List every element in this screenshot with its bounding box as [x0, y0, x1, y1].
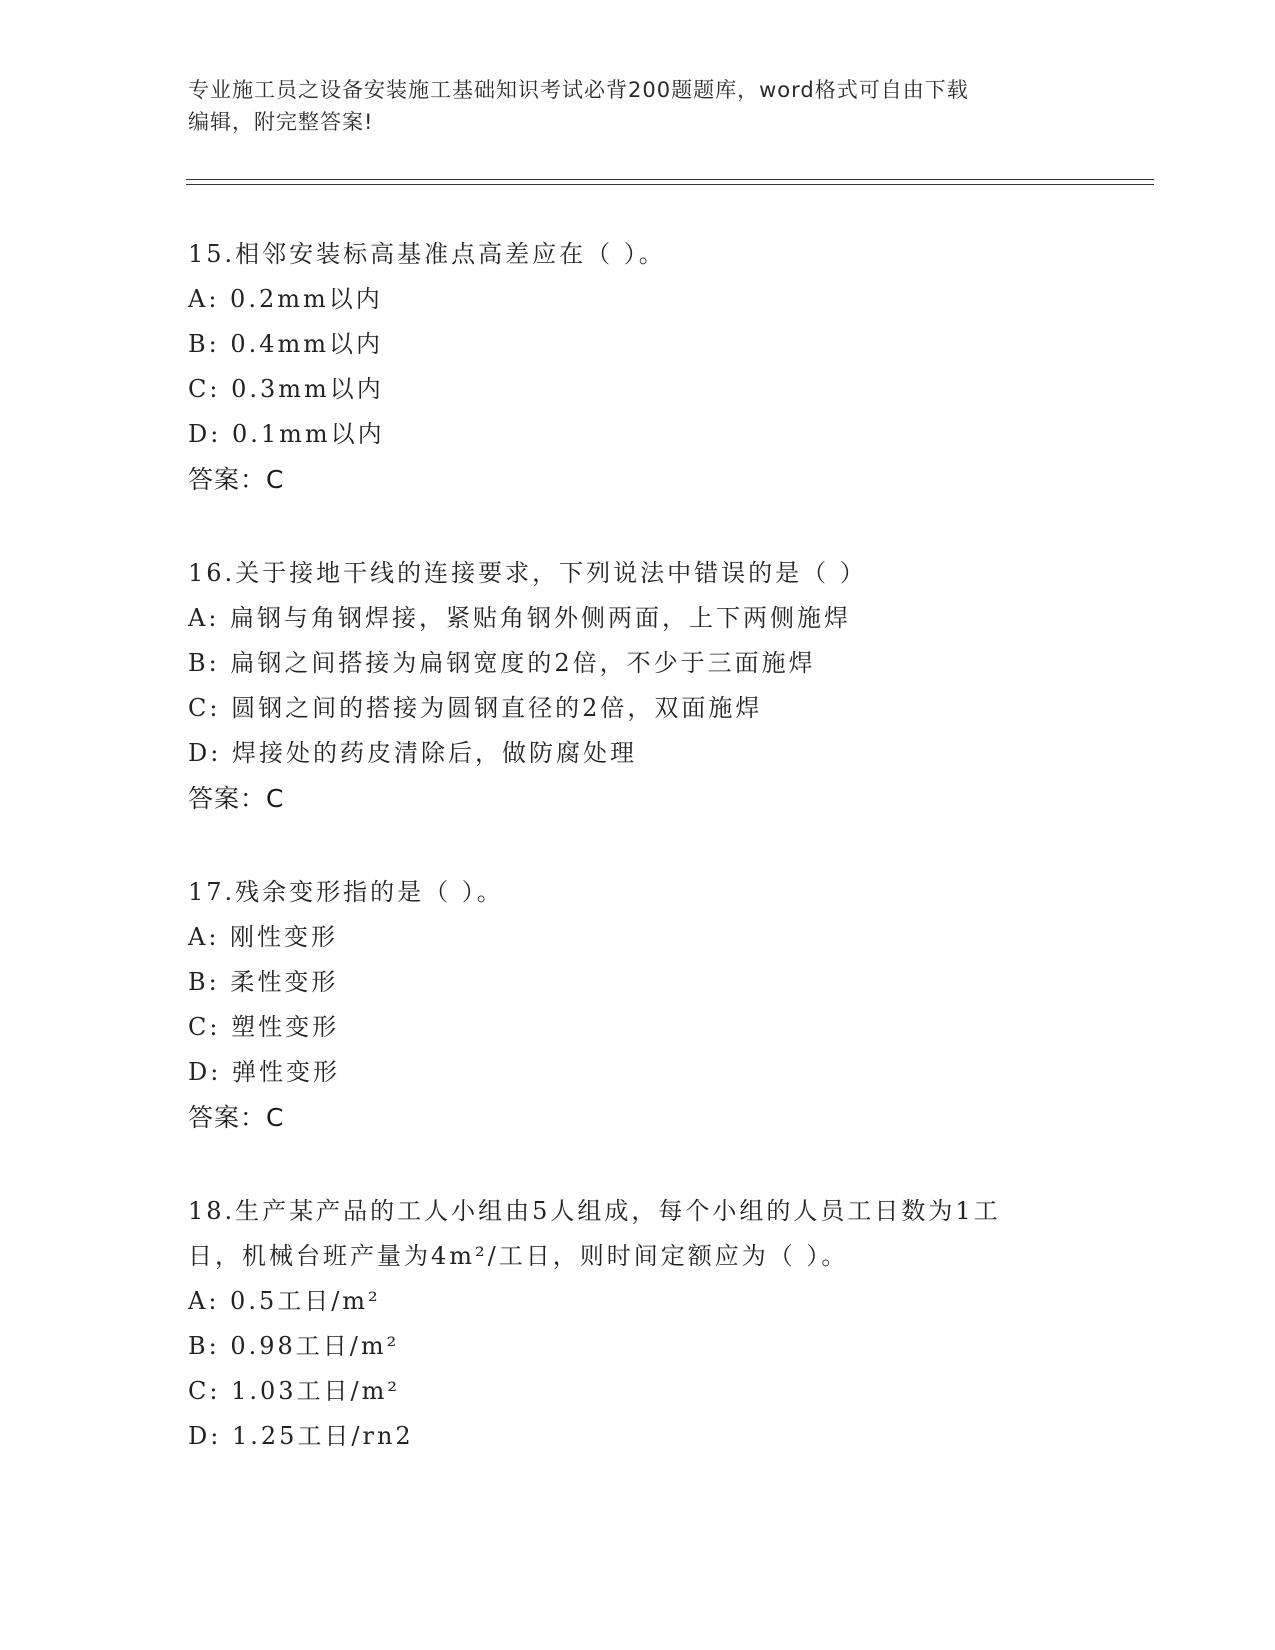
option-d: D: 0.1mm以内 — [188, 420, 385, 448]
question-18 — [188, 1189, 1088, 1459]
question-stem: 17.残余变形指的是（ ）。 — [188, 878, 504, 906]
option-b: B: 柔性变形 — [188, 968, 339, 996]
option-c: C: 塑性变形 — [188, 1013, 340, 1041]
answer-label: 答案：C — [188, 465, 285, 494]
option-d: D: 弹性变形 — [188, 1058, 340, 1086]
question-stem: 15.相邻安装标高基准点高差应在（ ）。 — [188, 240, 666, 268]
answer-label: 答案：C — [188, 1103, 285, 1132]
option-d: D: 1.25工日/rn2 — [188, 1422, 414, 1450]
option-c: C: 0.3mm以内 — [188, 375, 384, 403]
option-a: A: 0.2mm以内 — [188, 285, 383, 313]
header-divider-bottom — [186, 184, 1154, 185]
question-16 — [188, 551, 1088, 821]
header-line-2: 编辑，附完整答案! — [188, 110, 374, 134]
option-d: D: 焊接处的药皮清除后，做防腐处理 — [188, 739, 637, 767]
question-stem: 16.关于接地干线的连接要求，下列说法中错误的是（ ） — [188, 559, 867, 587]
option-b: B: 0.98工日/m² — [188, 1332, 400, 1360]
option-c: C: 圆钢之间的搭接为圆钢直径的2倍，双面施焊 — [188, 694, 763, 722]
option-b: B: 扁钢之间搭接为扁钢宽度的2倍，不少于三面施焊 — [188, 649, 816, 677]
question-17 — [188, 870, 1088, 1140]
question-stem-line-2: 日，机械台班产量为4m²/工日，则时间定额应为（ ）。 — [188, 1242, 849, 1270]
option-b: B: 0.4mm以内 — [188, 330, 384, 358]
option-c: C: 1.03工日/m² — [188, 1377, 400, 1405]
question-15 — [188, 232, 1088, 502]
option-a: A: 刚性变形 — [188, 923, 339, 951]
question-stem-line-1: 18.生产某产品的工人小组由5人组成，每个小组的人员工日数为1工 — [188, 1197, 1001, 1225]
option-a: A: 扁钢与角钢焊接，紧贴角钢外侧两面，上下两侧施焊 — [188, 604, 852, 632]
header-divider-top — [186, 179, 1154, 180]
header-line-1: 专业施工员之设备安装施工基础知识考试必背200题题库，word格式可自由下载 — [188, 78, 969, 102]
answer-label: 答案：C — [188, 784, 285, 813]
document-header — [188, 74, 1088, 138]
option-a: A: 0.5工日/m² — [188, 1287, 381, 1315]
